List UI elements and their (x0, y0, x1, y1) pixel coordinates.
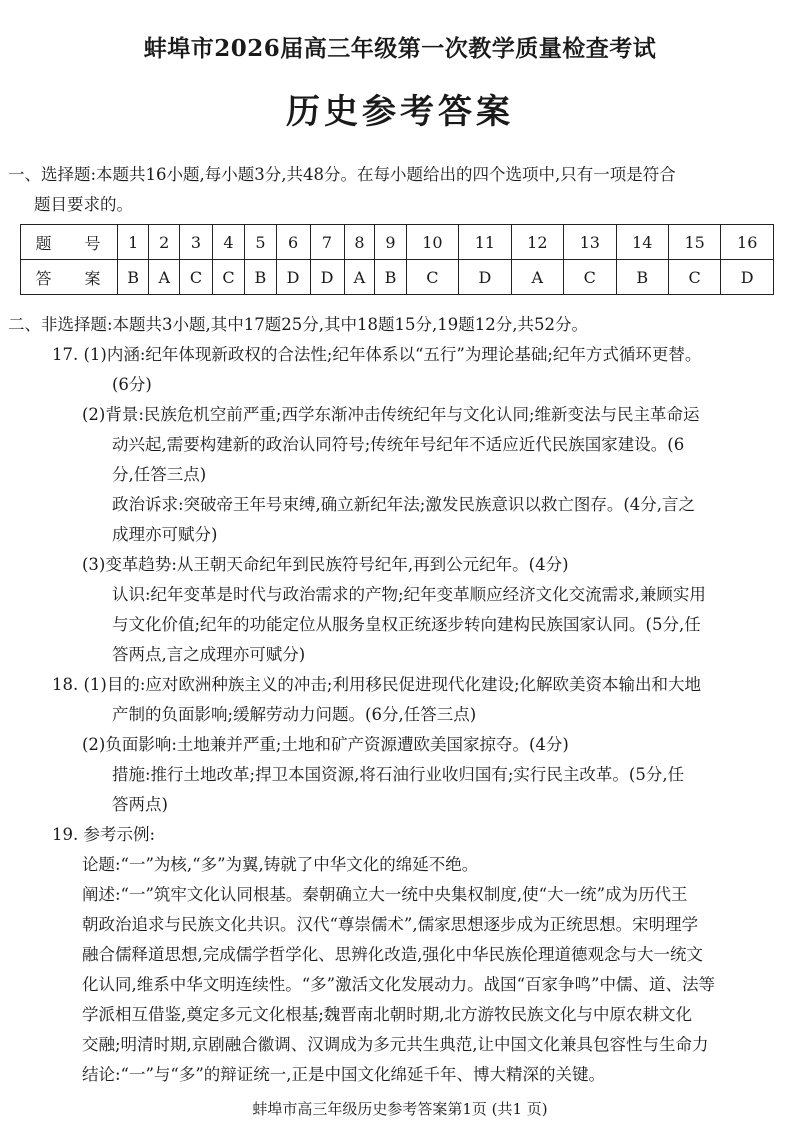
answer-table (20, 224, 774, 295)
answer-row (21, 260, 774, 295)
q17-part3-line: 认识:纪年变革是时代与政治需求的产物;纪年变革顺应经济文化交流需求,兼顾实用 (112, 585, 706, 604)
q17-part2-line: 成理亦可赋分) (112, 525, 218, 544)
answer-cell: C (406, 260, 458, 295)
page-footer: 蚌埠市高三年级历史参考答案第1页 (共1 页) (252, 1100, 548, 1118)
q19-line: 阐述:“一”筑牢文化认同根基。秦朝确立大一统中央集权制度,使“大一统”成为历代王 (82, 885, 688, 904)
question-number-cell: 8 (344, 225, 375, 260)
question-number-cell: 3 (180, 225, 213, 260)
answer-cell: B (245, 260, 276, 295)
q19-line: 19. 参考示例: (52, 825, 156, 844)
q18-part1-line: 产制的负面影响;缓解劳动力问题。(6分,任答三点) (112, 705, 477, 724)
question-number-cell: 4 (212, 225, 245, 260)
q19-line: 交融;明清时期,京剧融合徽调、汉调成为多元共生典范,让中国文化兼具包容性与生命力 (82, 1035, 709, 1054)
q17-part3-line: 答两点,言之成理亦可赋分) (112, 645, 306, 664)
answer-cell: D (276, 260, 310, 295)
question-number-cell: 16 (721, 225, 774, 260)
answer-cell: C (180, 260, 213, 295)
answer-cell: B (375, 260, 406, 295)
answer-cell: C (564, 260, 616, 295)
question-number-cell: 7 (310, 225, 344, 260)
q19-line: 学派相互借鉴,奠定多元文化根基;魏晋南北朝时期,北方游牧民族文化与中原农耕文化 (82, 1005, 693, 1024)
answer-cell: C (668, 260, 720, 295)
question-number-cell: 14 (616, 225, 668, 260)
q18-part1-line: 18. (1)目的:应对欧洲种族主义的冲击;利用移民促进现代化建设;化解欧美资本输出和大地 (52, 675, 702, 694)
q17-part2-line: 分,任答三点) (112, 465, 207, 484)
question-number-header: 题 号 (21, 225, 118, 260)
question-number-cell: 15 (668, 225, 720, 260)
q17-part1-line: (6分) (112, 375, 152, 394)
q18-part2-line: (2)负面影响:土地兼并严重;土地和矿产资源遭欧美国家掠夺。(4分) (82, 735, 569, 754)
q19-line: 化认同,维系中华文明连续性。“多”激活文化发展动力。战国“百家争鸣”中儒、道、法等 (82, 975, 715, 994)
section2-instruction: 二、非选择题:本题共3小题,其中17题25分,其中18题15分,19题12分,共52分。 (8, 315, 589, 334)
answer-cell: C (212, 260, 245, 295)
answer-cell: B (616, 260, 668, 295)
answer-cell: B (118, 260, 149, 295)
question-number-cell: 10 (406, 225, 458, 260)
answer-cell: D (310, 260, 344, 295)
answer-cell: A (511, 260, 563, 295)
question-number-cell: 9 (375, 225, 406, 260)
q19-line: 朝政治追求与民族文化共识。汉代“尊崇儒术”,儒家思想逐步成为正统思想。宋明理学 (82, 915, 699, 934)
section1-instruction-cont: 题目要求的。 (34, 195, 133, 214)
section1-instruction: 一、选择题:本题共16小题,每小题3分,共48分。在每小题给出的四个选项中,只有一项是符合 (8, 165, 676, 184)
exam-title: 蚌埠市2026届高三年级第一次教学质量检查考试 (143, 35, 657, 62)
question-number-cell: 11 (459, 225, 511, 260)
q17-part1-line: 17. (1)内涵:纪年体现新政权的合法性;纪年体系以“五行”为理论基础;纪年方式循环更替。 (52, 345, 702, 364)
q19-line: 论题:“一”为核,“多”为翼,铸就了中华文化的绵延不绝。 (82, 855, 479, 874)
answer-cell: D (459, 260, 511, 295)
question-number-cell: 13 (564, 225, 616, 260)
question-number-cell: 6 (276, 225, 310, 260)
document-subtitle: 历史参考答案 (286, 92, 514, 132)
question-number-cell: 2 (149, 225, 180, 260)
question-number-row (21, 225, 774, 260)
answer-cell: A (149, 260, 180, 295)
question-number-cell: 12 (511, 225, 563, 260)
q18-part2-line: 答两点) (112, 795, 168, 814)
answer-header: 答 案 (21, 260, 118, 295)
q17-part2-line: 政治诉求:突破帝王年号束缚,确立新纪年法;激发民族意识以救亡图存。(4分,言之 (112, 495, 696, 514)
q19-line: 结论:“一”与“多”的辩证统一,正是中国文化绵延千年、博大精深的关键。 (82, 1065, 606, 1084)
q17-part3-line: (3)变革趋势:从王朝天命纪年到民族符号纪年,再到公元纪年。(4分) (82, 555, 569, 574)
answer-cell: A (344, 260, 375, 295)
q18-part2-line: 措施:推行土地改革;捍卫本国资源,将石油行业收归国有;实行民主改革。(5分,任 (112, 765, 685, 784)
question-number-cell: 5 (245, 225, 276, 260)
q17-part2-line: 动兴起,需要构建新的政治认同符号;传统年号纪年不适应近代民族国家建设。(6 (112, 435, 685, 454)
q17-part3-line: 与文化价值;纪年的功能定位从服务皇权正统逐步转向建构民族国家认同。(5分,任 (112, 615, 701, 634)
question-number-cell: 1 (118, 225, 149, 260)
q19-line: 融合儒释道思想,完成儒学哲学化、思辨化改造,强化中华民族伦理道德观念与大一统文 (82, 945, 703, 964)
q17-part2-line: (2)背景:民族危机空前严重;西学东渐冲击传统纪年与文化认同;维新变法与民主革命运 (82, 405, 700, 424)
answer-cell: D (721, 260, 774, 295)
